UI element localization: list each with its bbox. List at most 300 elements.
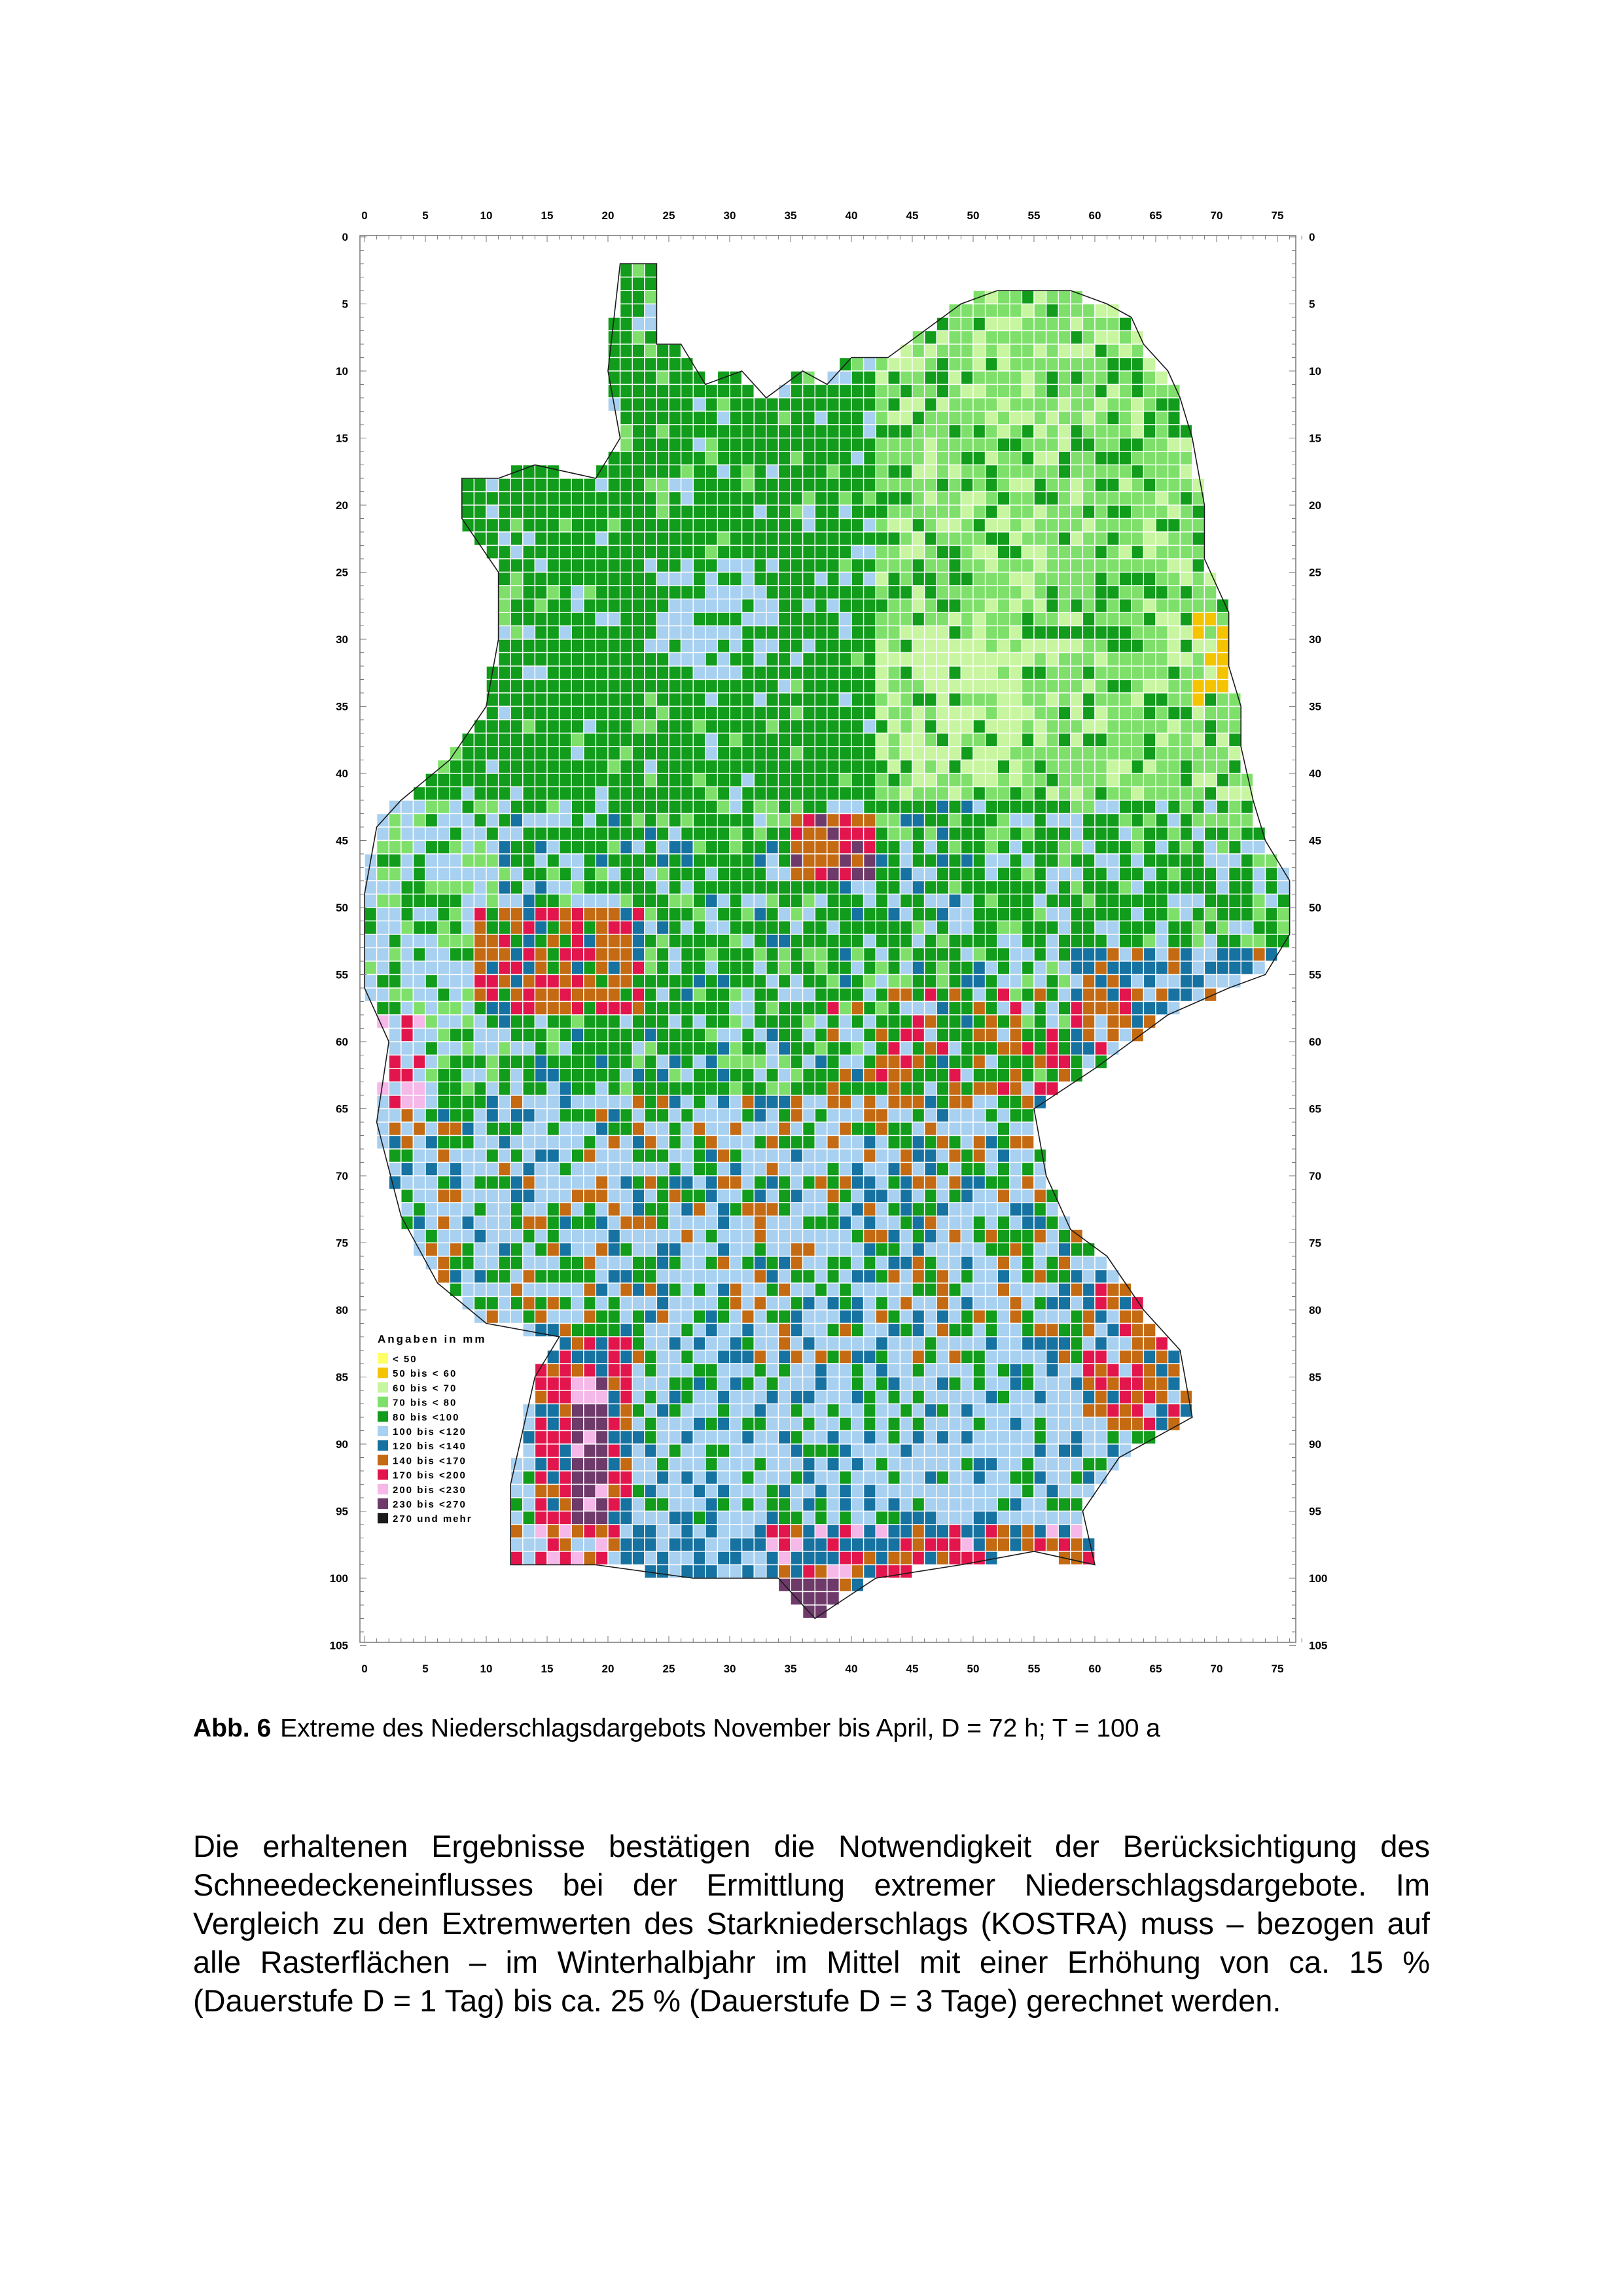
grid-cell [730,1324,742,1337]
grid-cell [888,1136,901,1150]
grid-cell [462,492,474,506]
grid-cell [839,961,851,975]
grid-cell [401,1095,414,1109]
grid-cell [425,1229,438,1243]
grid-cell [1119,639,1132,653]
grid-cell [730,773,742,787]
grid-cell [717,841,730,855]
grid-cell [645,1377,657,1391]
grid-cell [888,1444,901,1458]
grid-cell [1010,1136,1022,1150]
grid-cell [1046,1404,1059,1418]
grid-cell [608,894,620,908]
grid-cell [584,1270,596,1284]
grid-cell [693,532,705,546]
grid-cell [645,1511,657,1525]
grid-cell [510,586,523,599]
grid-cell [1082,358,1095,372]
grid-cell [803,1310,815,1324]
grid-cell [791,385,803,398]
grid-cell [839,1485,851,1498]
grid-cell [778,1324,791,1337]
grid-cell [949,385,961,398]
grid-cell [730,465,742,479]
grid-cell [1058,707,1071,720]
grid-cell [864,1203,876,1216]
grid-cell [510,693,523,707]
grid-cell [961,841,973,855]
grid-cell [535,612,547,626]
grid-cell [656,1176,669,1190]
grid-cell [425,1216,438,1230]
grid-cell [1071,760,1083,774]
grid-cell [608,1458,620,1472]
grid-cell [547,666,560,680]
grid-cell [596,1458,608,1472]
grid-cell [1082,371,1095,385]
grid-cell [1119,586,1132,599]
grid-cell [778,398,791,412]
grid-cell [827,1511,840,1525]
grid-cell [1119,707,1132,720]
grid-cell [705,1029,718,1042]
grid-cell [1058,975,1071,989]
grid-cell [1082,546,1095,559]
grid-cell [864,1122,876,1136]
grid-cell [997,1256,1010,1270]
grid-cell [1022,519,1034,533]
grid-cell [450,1163,462,1176]
grid-cell [523,599,535,613]
grid-cell [827,1498,840,1511]
grid-cell [510,854,523,868]
grid-cell [547,505,560,519]
grid-cell [681,1364,694,1377]
grid-cell [1095,1283,1107,1297]
grid-cell [888,1471,901,1485]
grid-cell [705,546,718,559]
grid-cell [754,1216,766,1230]
grid-cell [742,680,755,694]
grid-cell [656,1498,669,1511]
grid-cell [1034,1444,1046,1458]
grid-cell [730,1351,742,1364]
grid-cell [608,1029,620,1042]
grid-cell [1119,881,1132,894]
grid-cell [1022,412,1034,425]
grid-cell [1046,908,1059,921]
grid-cell [766,1122,779,1136]
grid-cell [438,948,450,962]
grid-cell [1034,1270,1046,1284]
grid-cell [730,868,742,881]
grid-cell [876,1029,888,1042]
grid-cell [986,317,998,331]
grid-cell [766,1069,779,1082]
grid-cell [474,492,486,506]
grid-cell [997,451,1010,465]
grid-cell [827,988,840,1002]
grid-cell [1082,331,1095,345]
grid-cell [608,747,620,760]
grid-cell [596,1163,608,1176]
grid-cell [949,532,961,546]
grid-cell [900,975,912,989]
grid-cell [693,1190,705,1203]
grid-cell [851,1297,864,1311]
grid-cell [997,1042,1010,1055]
grid-cell [377,975,389,989]
grid-cell [1082,1390,1095,1404]
grid-cell [1071,1485,1083,1498]
grid-cell [766,1310,779,1324]
grid-cell [486,948,499,962]
grid-cell [949,773,961,787]
grid-cell [620,1122,633,1136]
grid-cell [438,1149,450,1163]
grid-cell [925,478,937,492]
grid-cell [669,1243,681,1257]
grid-cell [365,908,377,921]
grid-cell [693,1082,705,1096]
grid-cell [620,385,633,398]
grid-cell [535,800,547,814]
grid-cell [510,773,523,787]
grid-cell [571,1216,584,1230]
grid-cell [486,800,499,814]
grid-cell [742,1002,755,1016]
grid-cell [936,894,949,908]
grid-cell [632,854,645,868]
grid-cell [791,1310,803,1324]
grid-cell [1071,398,1083,412]
grid-cell [510,599,523,613]
grid-cell [925,948,937,962]
grid-cell [754,1551,766,1565]
grid-cell [851,841,864,855]
grid-cell [730,1404,742,1418]
grid-cell [888,787,901,801]
grid-cell [961,1002,973,1016]
grid-cell [815,1283,827,1297]
grid-cell [681,586,694,599]
grid-cell [669,398,681,412]
grid-cell [1119,573,1132,586]
grid-cell [1034,881,1046,894]
grid-cell [1046,317,1059,331]
grid-cell [925,1095,937,1109]
grid-cell [925,1270,937,1284]
grid-cell [645,1551,657,1565]
grid-cell [632,532,645,546]
grid-cell [499,827,511,841]
grid-cell [645,492,657,506]
grid-cell [1071,1337,1083,1351]
grid-cell [1058,800,1071,814]
grid-cell [535,1444,547,1458]
grid-cell [900,1203,912,1216]
grid-cell [791,371,803,385]
grid-cell [839,814,851,828]
grid-cell [620,559,633,573]
grid-cell [803,827,815,841]
grid-cell [584,841,596,855]
grid-cell [1010,586,1022,599]
grid-cell [1022,639,1034,653]
grid-cell [1034,492,1046,506]
grid-cell [1046,465,1059,479]
grid-cell [499,988,511,1002]
grid-cell [791,1444,803,1458]
grid-cell [462,760,474,774]
grid-cell [1010,1417,1022,1431]
grid-cell [839,1511,851,1525]
grid-cell [693,908,705,921]
grid-cell [535,666,547,680]
grid-cell [705,814,718,828]
grid-cell [839,827,851,841]
grid-cell [510,908,523,921]
grid-cell [766,988,779,1002]
grid-cell [961,358,973,372]
grid-cell [645,680,657,694]
grid-cell [876,1149,888,1163]
grid-cell [986,385,998,398]
grid-cell [535,532,547,546]
grid-cell [1058,1538,1071,1552]
grid-cell [535,814,547,828]
grid-cell [754,800,766,814]
grid-cell [815,653,827,667]
grid-cell [754,1082,766,1096]
grid-cell [986,653,998,667]
grid-cell [523,1243,535,1257]
grid-cell [523,773,535,787]
grid-cell [462,908,474,921]
grid-cell [1034,1297,1046,1311]
grid-cell [961,1377,973,1391]
grid-cell [778,1122,791,1136]
grid-cell [925,438,937,452]
grid-cell [936,1216,949,1230]
grid-cell [851,1351,864,1364]
grid-cell [389,868,401,881]
grid-cell [742,1163,755,1176]
grid-cell [705,1444,718,1458]
grid-cell [864,1551,876,1565]
grid-cell [1034,1243,1046,1257]
grid-cell [925,1377,937,1391]
grid-cell [571,1444,584,1458]
grid-cell [596,1297,608,1311]
grid-cell [681,948,694,962]
grid-cell [1107,747,1120,760]
grid-cell [778,586,791,599]
grid-cell [1119,1337,1132,1351]
grid-cell [925,1551,937,1565]
grid-cell [584,747,596,760]
grid-cell [620,1364,633,1377]
grid-cell [620,1431,633,1445]
grid-cell [486,1256,499,1270]
grid-cell [864,868,876,881]
grid-cell [851,358,864,372]
grid-cell [1034,787,1046,801]
grid-cell [474,1069,486,1082]
grid-cell [876,546,888,559]
grid-cell [389,1095,401,1109]
grid-cell [571,1149,584,1163]
grid-cell [523,1498,535,1511]
grid-cell [620,1055,633,1069]
grid-cell [1022,1002,1034,1016]
grid-cell [900,1551,912,1565]
grid-cell [608,505,620,519]
grid-cell [791,988,803,1002]
grid-cell [413,961,425,975]
grid-cell [645,1390,657,1404]
grid-cell [803,1377,815,1391]
grid-cell [486,1095,499,1109]
grid-cell [742,1149,755,1163]
grid-cell [949,1551,961,1565]
grid-cell [888,385,901,398]
grid-cell [620,733,633,747]
grid-cell [1022,1136,1034,1150]
grid-cell [608,1243,620,1257]
grid-cell [705,478,718,492]
grid-cell [584,505,596,519]
grid-cell [547,599,560,613]
grid-cell [705,1538,718,1552]
grid-cell [717,612,730,626]
grid-cell [936,707,949,720]
grid-cell [925,975,937,989]
grid-cell [827,707,840,720]
grid-cell [742,1310,755,1324]
grid-cell [864,639,876,653]
grid-cell [949,1109,961,1123]
grid-cell [839,1364,851,1377]
grid-cell [486,1216,499,1230]
grid-cell [864,358,876,372]
grid-cell [1132,371,1144,385]
grid-cell [851,1203,864,1216]
grid-cell [1058,841,1071,855]
grid-cell [912,988,925,1002]
grid-cell [645,975,657,989]
grid-cell [888,814,901,828]
grid-cell [620,1149,633,1163]
grid-cell [1119,412,1132,425]
grid-cell [900,720,912,733]
grid-cell [608,1203,620,1216]
grid-cell [413,908,425,921]
grid-cell [499,868,511,881]
grid-cell [1010,1176,1022,1190]
grid-cell [1010,291,1022,304]
grid-cell [986,505,998,519]
grid-cell [547,1431,560,1445]
grid-cell [827,573,840,586]
grid-cell [693,988,705,1002]
grid-cell [986,1538,998,1552]
grid-cell [730,1216,742,1230]
grid-cell [839,1109,851,1123]
grid-cell [645,438,657,452]
grid-cell [912,1015,925,1029]
grid-cell [1022,1471,1034,1485]
grid-cell [1119,1431,1132,1445]
grid-cell [535,787,547,801]
grid-cell [1046,800,1059,814]
grid-cell [645,412,657,425]
grid-cell [925,559,937,573]
grid-cell [1082,1431,1095,1445]
grid-cell [888,1551,901,1565]
grid-cell [986,1498,998,1511]
grid-cell [1119,988,1132,1002]
grid-cell [1022,1377,1034,1391]
grid-cell [815,1002,827,1016]
grid-cell [936,1270,949,1284]
grid-cell [705,532,718,546]
grid-cell [438,1082,450,1096]
grid-cell [851,1095,864,1109]
grid-cell [1046,1538,1059,1552]
grid-cell [656,653,669,667]
grid-cell [571,1136,584,1150]
grid-cell [560,841,572,855]
grid-cell [1095,894,1107,908]
grid-cell [900,760,912,774]
grid-cell [1119,934,1132,948]
grid-cell [656,881,669,894]
grid-cell [632,317,645,331]
grid-cell [632,1256,645,1270]
grid-cell [560,546,572,559]
grid-cell [693,653,705,667]
grid-cell [1095,747,1107,760]
grid-cell [986,773,998,787]
grid-cell [815,1404,827,1418]
grid-cell [1095,612,1107,626]
grid-cell [705,733,718,747]
grid-cell [645,961,657,975]
grid-cell [815,975,827,989]
grid-cell [645,1136,657,1150]
grid-cell [584,573,596,586]
grid-cell [571,1485,584,1498]
grid-cell [547,800,560,814]
grid-cell [717,894,730,908]
grid-cell [656,385,669,398]
grid-cell [936,653,949,667]
grid-cell [778,975,791,989]
grid-cell [778,1243,791,1257]
grid-cell [681,1498,694,1511]
grid-cell [961,1256,973,1270]
grid-cell [900,1310,912,1324]
grid-cell [936,599,949,613]
grid-cell [973,465,986,479]
grid-cell [864,1283,876,1297]
grid-cell [656,1055,669,1069]
grid-cell [827,1471,840,1485]
grid-cell [754,868,766,881]
grid-cell [730,519,742,533]
grid-cell [949,1029,961,1042]
